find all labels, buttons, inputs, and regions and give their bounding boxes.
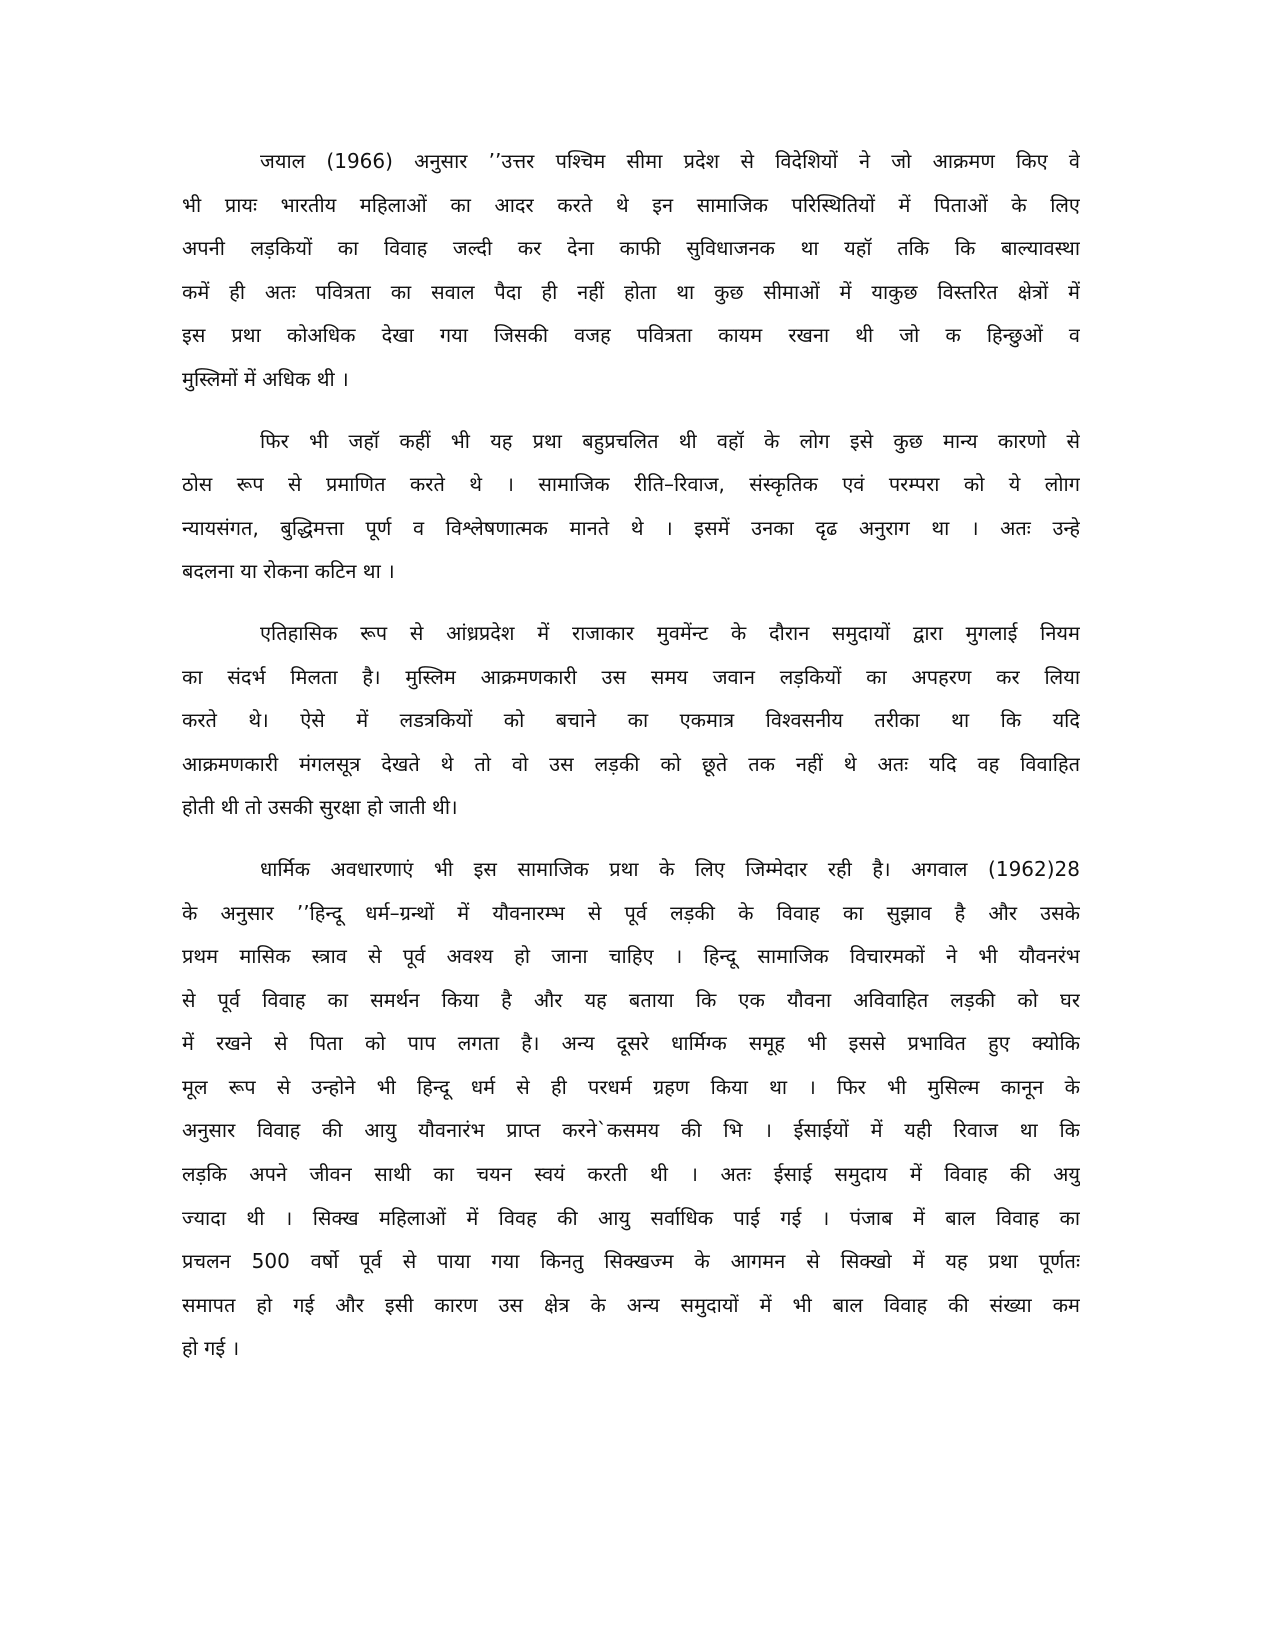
text-line: कमें ही अतः पवित्रता का सवाल पैदा ही नहीं होता था कुछ सीमाओं में याकुछ विस्तरित क्षेत्रों में [182,279,1080,304]
text-line: धार्मिक अवधारणाएं भी इस सामाजिक प्रथा के लिए जिम्मेदार रही है। अगवाल (1962)28 [260,856,1080,881]
text-line: हो गई । [182,1336,240,1361]
text-line: न्यायसंगत, बुद्धिमत्ता पूर्ण व विश्लेषणात्मक मानते थे । इसमें उनका दृढ अनुराग था । अतः उन्हे [182,515,1080,540]
text-line: मूल रूप से उन्होने भी हिन्दू धर्म से ही परधर्म ग्रहण किया था । फिर भी मुसिल्म कानून के [182,1074,1080,1099]
paragraph-3 [182,612,1080,830]
document-body [182,140,1080,1389]
text-line: के अनुसार ’’हिन्दू धर्म–ग्रन्थों में यौवनारम्भ से पूर्व लड़की के विवाह का सुझाव है और उसके [182,900,1080,925]
text-line: ठोस रूप से प्रमाणित करते थे । सामाजिक रीति–रिवाज, संस्कृतिक एवं परम्परा को ये लोाग [182,472,1080,497]
text-line: प्रचलन 500 वर्षो पूर्व से पाया गया किनतु सिक्खज्म के आगमन से सिक्खो में यह प्रथा पूर्णतः [182,1249,1080,1274]
text-line: फिर भी जहॉ कहीं भी यह प्रथा बहुप्रचलित थी वहॉ के लोग इसे कुछ मान्य कारणो से [260,428,1080,453]
text-line: जयाल (1966) अनुसार ’’उत्तर पश्चिम सीमा प्रदेश से विदेशियों ने जो आक्रमण किए वे [260,149,1080,173]
paragraph-1 [182,140,1080,402]
text-line: आक्रमणकारी मंगलसूत्र देखते थे तो वो उस लड़की को छूते तक नहीं थे अतः यदि वह विवाहित [182,751,1080,776]
text-line: एतिहासिक रूप से आंध्रप्रदेश में राजाकार मुवमेंन्ट के दौरान समुदायों द्वारा मुगलाई नियम [260,620,1080,645]
text-line: इस प्रथा कोअधिक देखा गया जिसकी वजह पवित्रता कायम रखना थी जो क हिन्छुओं व [182,323,1080,348]
text-line: अनुसार विवाह की आयु यौवनारंभ प्राप्त करने`कसमय की भि । ईसाईयों में यही रिवाज था कि [182,1118,1080,1143]
text-line: लड़कि अपने जीवन साथी का चयन स्वयं करती थी । अतः ईसाई समुदाय में विवाह की अयु [182,1162,1080,1187]
text-line: भी प्रायः भारतीय महिलाओं का आदर करते थे इन सामाजिक परिस्थितियों में पिताओं के लिए [182,192,1080,217]
text-line: बदलना या रोकना कटिन था । [182,559,395,584]
paragraph-2 [182,420,1080,594]
text-line: अपनी लड़कियों का विवाह जल्दी कर देना काफी सुविधाजनक था यहॉ तकि कि बाल्यावस्था [182,236,1080,261]
text-line: होती थी तो उसकी सुरक्षा हो जाती थी। [182,795,458,820]
paragraph-4 [182,848,1080,1371]
text-line: करते थे। ऐसे में लडत्रकियों को बचाने का एकमात्र विश्वसनीय तरीका था कि यदि [182,708,1080,733]
text-line: ज्यादा थी । सिक्ख महिलाओं में विवह की आयु सर्वाधिक पाई गई । पंजाब में बाल विवाह का [182,1205,1080,1230]
text-line: का संदर्भ मिलता है। मुस्लिम आक्रमणकारी उस समय जवान लड़कियों का अपहरण कर लिया [182,664,1080,689]
text-line: मुस्लिमों में अधिक थी । [182,366,349,391]
text-line: समापत हो गई और इसी कारण उस क्षेत्र के अन्य समुदायों में भी बाल विवाह की संख्या कम [182,1292,1080,1317]
text-line: प्रथम मासिक स्त्राव से पूर्व अवश्य हो जाना चाहिए । हिन्दू सामाजिक विचारमकों ने भी यौवनरंभ [182,944,1080,969]
text-line: से पूर्व विवाह का समर्थन किया है और यह बताया कि एक यौवना अविवाहित लड़की को घर [182,987,1080,1012]
text-line: में रखने से पिता को पाप लगता है। अन्य दूसरे धार्मिग्क समूह भी इससे प्रभावित हुए क्योकि [182,1031,1080,1056]
